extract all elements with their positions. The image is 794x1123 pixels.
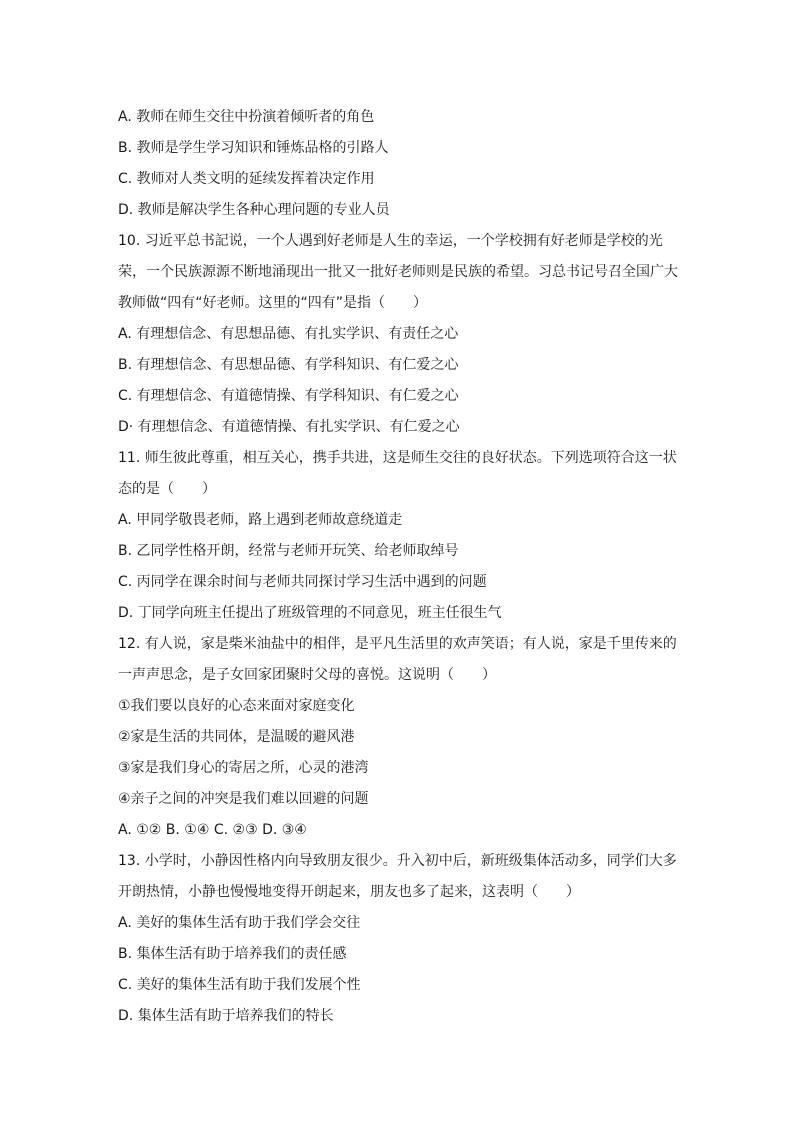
text-line: 10. 习近平总书記说，一个人遇到好老师是人生的幸运，一个学校拥有好老师是学校的光 bbox=[118, 233, 663, 249]
text-line: 荣，一个民族源源不断地涌现出一批又一批好老师则是民族的希望。习总书记号召全国广大 bbox=[118, 264, 678, 280]
answer-option bbox=[118, 505, 678, 536]
answer-option bbox=[118, 381, 678, 412]
text-line: D. 集体生活有助于培养我们的特长 bbox=[118, 1008, 334, 1024]
text-line: 12. 有人说，家是柴米油盐中的相伴，是平凡生活里的欢声笑语；有人说，家是千里传来的 bbox=[118, 636, 677, 652]
answer-option bbox=[118, 195, 678, 226]
answer-option bbox=[118, 908, 678, 939]
answer-option bbox=[118, 970, 678, 1001]
text-line: 教师做“四有“好老师。这里的“四有”是指（ ） bbox=[118, 295, 428, 311]
answer-option bbox=[118, 598, 678, 629]
text-line: C. 有理想信念、有道德情操、有学科知识、有仁爱之心 bbox=[118, 388, 459, 404]
text-line: 一声声思念，是子女回家团聚时父母的喜悦。这说明（ ） bbox=[118, 667, 496, 683]
text-line: ②家是生活的共同体，是温暖的避风港 bbox=[118, 729, 355, 745]
text-line: B. 有理想信念、有思想品德、有学科知识、有仁爱之心 bbox=[118, 357, 459, 373]
answer-option bbox=[118, 350, 678, 381]
answer-option bbox=[118, 1001, 678, 1032]
text-line: ①我们要以良好的心态来面对家庭变化 bbox=[118, 698, 355, 714]
text-line: C. 教师对人类文明的延续发挥着决定作用 bbox=[118, 171, 375, 187]
text-line: A. 有理想信念、有思想品德、有扎实学识、有责任之心 bbox=[118, 326, 459, 342]
text-line: 态的是（ ） bbox=[118, 481, 216, 497]
text-line: D· 有理想信念、有道德情操、有扎实学识、有仁爱之心 bbox=[118, 419, 460, 435]
text-line: B. 集体生活有助于培养我们的责任感 bbox=[118, 946, 347, 962]
text-line: B. 乙同学性格开朗，经常与老师开玩笑、给老师取绰号 bbox=[118, 543, 459, 559]
text-line: D. 丁同学向班主任提出了班级管理的不同意见，班主任很生气 bbox=[118, 605, 502, 621]
answer-option bbox=[118, 815, 678, 846]
answer-option bbox=[118, 412, 678, 443]
text-line: A. 教师在师生交往中扮演着倾听者的角色 bbox=[118, 109, 375, 125]
answer-option bbox=[118, 102, 678, 133]
answer-option bbox=[118, 133, 678, 164]
answer-option bbox=[118, 319, 678, 350]
text-line: A. ①② B. ①④ C. ②③ D. ③④ bbox=[118, 822, 307, 838]
text-line: A. 美好的集体生活有助于我们学会交往 bbox=[118, 915, 361, 931]
answer-option bbox=[118, 691, 678, 722]
exam-content bbox=[118, 102, 678, 1032]
answer-option bbox=[118, 753, 678, 784]
answer-option bbox=[118, 784, 678, 815]
text-line: 13. 小学时，小静因性格内向导致朋友很少。升入初中后，新班级集体活动多，同学们大多 bbox=[118, 853, 677, 869]
answer-option bbox=[118, 722, 678, 753]
question-stem bbox=[118, 226, 678, 319]
question-stem bbox=[118, 443, 678, 505]
answer-option bbox=[118, 164, 678, 195]
answer-option bbox=[118, 536, 678, 567]
text-line: C. 丙同学在课余时间与老师共同探讨学习生活中遇到的问题 bbox=[118, 574, 487, 590]
text-line: A. 甲同学敬畏老师，路上遇到老师故意绕道走 bbox=[118, 512, 403, 528]
text-line: D. 教师是解决学生各种心理问题的专业人员 bbox=[118, 202, 390, 218]
text-line: ④亲子之间的冲突是我们难以回避的问题 bbox=[118, 791, 369, 807]
answer-option bbox=[118, 567, 678, 598]
text-line: 11. 师生彼此尊重，相互关心，携手共进，这是师生交往的良好状态。下列选项符合这一状 bbox=[118, 450, 677, 466]
answer-option bbox=[118, 939, 678, 970]
text-line: 开朗热情，小静也慢慢地变得开朗起来，朋友也多了起来，这表明（ ） bbox=[118, 884, 580, 900]
text-line: ③家是我们身心的寄居之所，心灵的港湾 bbox=[118, 760, 369, 776]
question-stem bbox=[118, 629, 678, 691]
question-stem bbox=[118, 846, 678, 908]
text-line: C. 美好的集体生活有助于我们发展个性 bbox=[118, 977, 361, 993]
text-line: B. 教师是学生学习知识和锤炼品格的引路人 bbox=[118, 140, 389, 156]
